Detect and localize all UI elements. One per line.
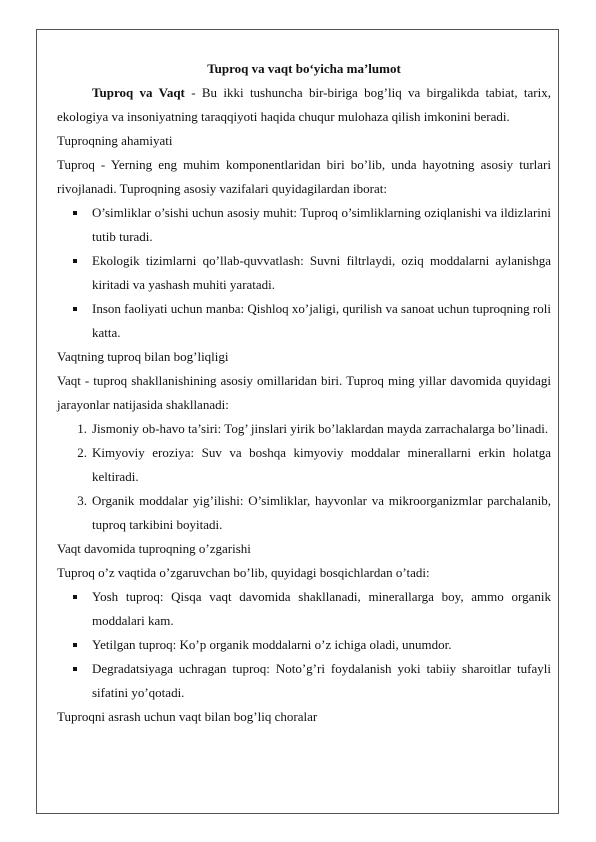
list-number: 1.	[77, 421, 87, 436]
intro-bold-term: Tuproq va Vaqt	[92, 85, 185, 100]
list-number: 3.	[77, 493, 87, 508]
intro-text: - Bu ikki tushuncha bir-biriga bog’liq va birgalikda tabiat, tarix, ekologiya va insoniyatning taraqqiyoti haqida chuqur mulohaza qilish imkonini beradi.	[57, 85, 551, 124]
list-item: Yetilgan tuproq: Ko’p organik moddalarni o’z ichiga oladi, unumdor.	[57, 633, 551, 657]
bullet-icon	[73, 595, 77, 599]
section-paragraph-importance: Tuproq - Yerning eng muhim komponentlaridan biri bo’lib, unda hayotning asosiy turlari rivojlanadi. Tuproqning asosiy vazifalari quyidagilardan iborat:	[57, 157, 551, 196]
bullet-icon	[73, 307, 77, 311]
section-heading-time: Vaqtning tuproq bilan bog’liqligi	[57, 349, 229, 364]
bullet-icon	[73, 259, 77, 263]
list-item: 1. Jismoniy ob-havo ta’siri: Tog’ jinslari yirik bo’laklardan mayda zarrachalarga bo’linadi.	[57, 417, 551, 441]
list-item: 3. Organik moddalar yig’ilishi: O’simliklar, hayvonlar va mikroorganizmlar parchalanib, tuproq tarkibini boyitadi.	[57, 489, 551, 537]
section-paragraph-changes: Tuproq o’z vaqtida o’zgaruvchan bo’lib, quyidagi bosqichlardan o’tadi:	[57, 565, 430, 580]
bullet-list-importance	[57, 201, 551, 345]
list-number: 2.	[77, 445, 87, 460]
list-item: Degradatsiyaga uchragan tuproq: Noto’g’ri foydalanish yoki tabiiy sharoitlar tufayli sifatini yo’qotadi.	[57, 657, 551, 705]
numbered-list-processes	[57, 417, 551, 537]
list-item: O’simliklar o’sishi uchun asosiy muhit: Tuproq o’simliklarning oziqlanishi va ildizlarini tutib turadi.	[57, 201, 551, 249]
list-item: Yosh tuproq: Qisqa vaqt davomida shakllanadi, minerallarga boy, ammo organik moddalari kam.	[57, 585, 551, 633]
bullet-icon	[73, 211, 77, 215]
section-heading-changes: Vaqt davomida tuproqning o’zgarishi	[57, 541, 251, 556]
list-item: Ekologik tizimlarni qo’llab-quvvatlash: Suvni filtrlaydi, oziq moddalarni aylanishga kiritadi va yashash muhiti yaratadi.	[57, 249, 551, 297]
bullet-list-stages	[57, 585, 551, 705]
list-item: Inson faoliyati uchun manba: Qishloq xo’jaligi, qurilish va sanoat uchun tuproqning roli katta.	[57, 297, 551, 345]
document-title: Tuproq va vaqt bo‘yicha ma’lumot	[207, 61, 401, 76]
section-heading-measures: Tuproqni asrash uchun vaqt bilan bog’liq choralar	[57, 709, 318, 724]
section-paragraph-time: Vaqt - tuproq shakllanishining asosiy omillaridan biri. Tuproq ming yillar davomida quyidagi jarayonlar natijasida shakllanadi:	[57, 373, 551, 412]
section-heading-importance: Tuproqning ahamiyati	[57, 133, 173, 148]
intro-paragraph	[57, 81, 551, 129]
bullet-icon	[73, 667, 77, 671]
list-item: 2. Kimyoviy eroziya: Suv va boshqa kimyoviy moddalar minerallarni erkin holatga keltiradi.	[57, 441, 551, 489]
document-body	[57, 57, 551, 729]
bullet-icon	[73, 643, 77, 647]
